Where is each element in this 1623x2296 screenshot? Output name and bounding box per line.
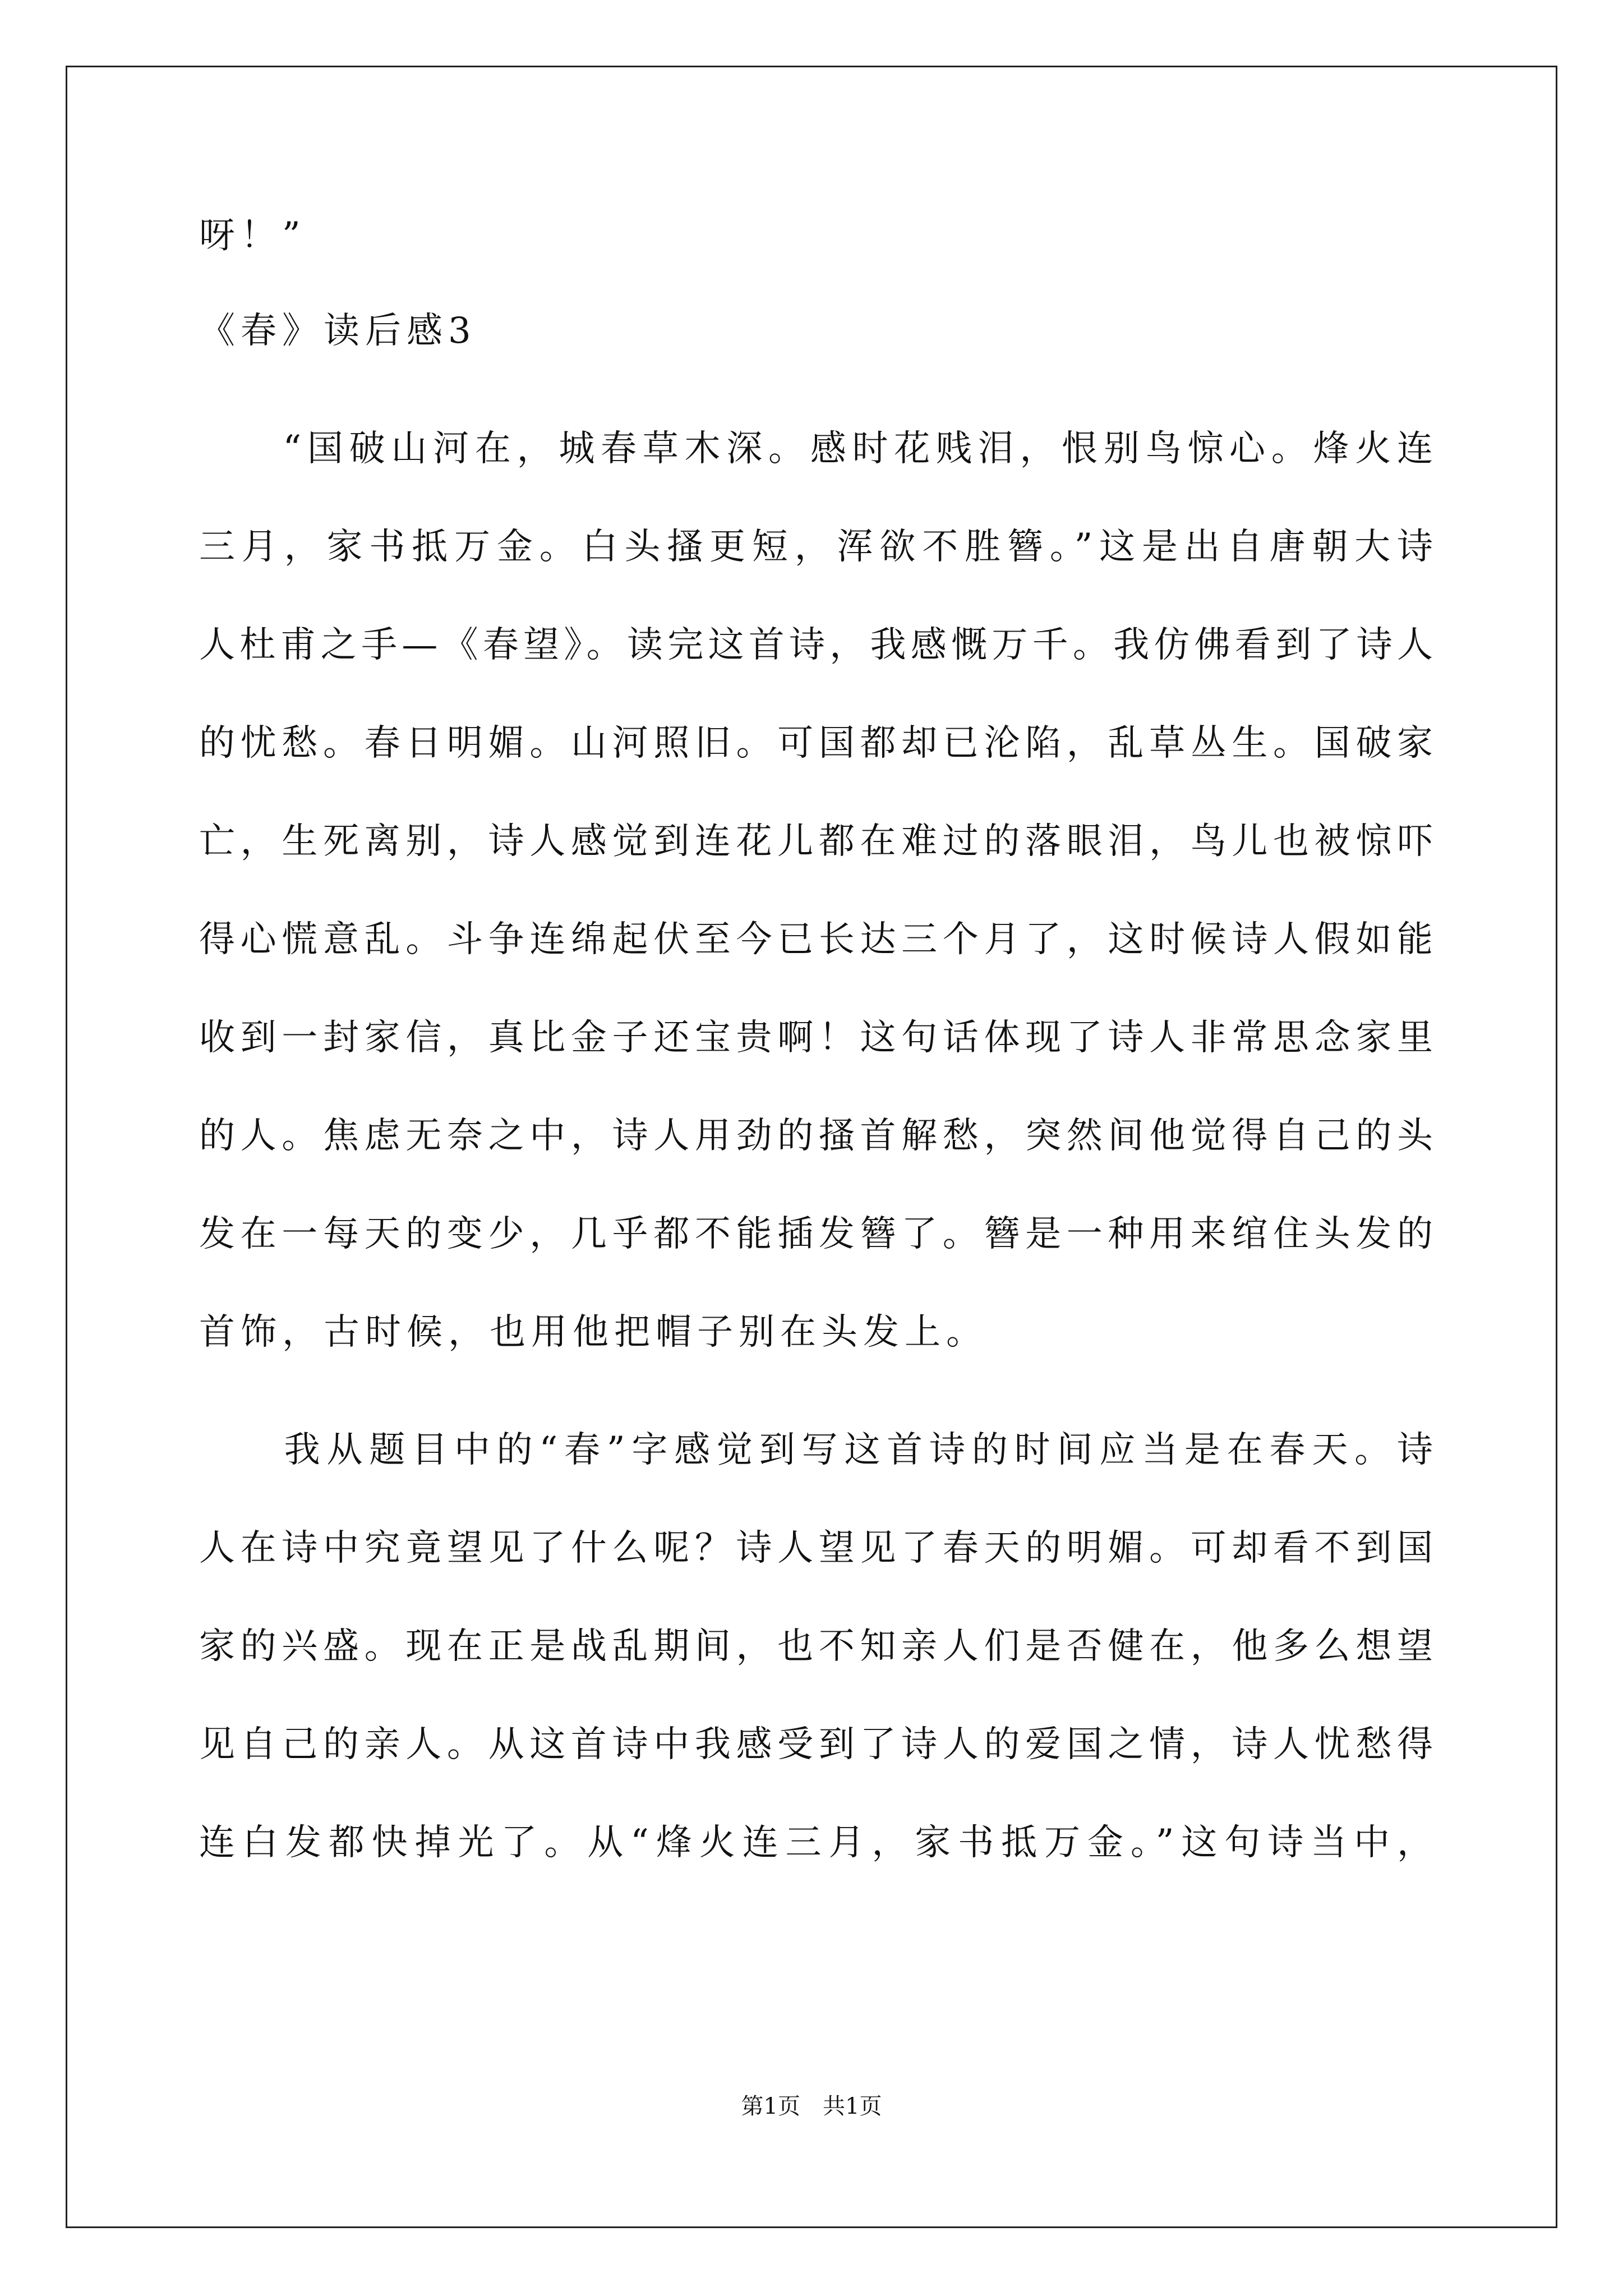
text-line: 见自己的亲人。从这首诗中我感受到了诗人的爱国之情，诗人忧愁得	[199, 1724, 1433, 1765]
text-line: 家的兴盛。现在正是战乱期间，也不知亲人们是否健在，他多么想望	[199, 1626, 1433, 1667]
text-line: 我从题目中的“春”字感觉到写这首诗的时间应当是在春天。诗	[199, 1429, 1433, 1471]
text-line: 收到一封家信，真比金子还宝贵啊！这句话体现了诗人非常思念家里	[199, 1017, 1433, 1059]
text-line: 呀！”	[199, 215, 306, 256]
text-line: 的忧愁。春日明媚。山河照旧。可国都却已沦陷，乱草丛生。国破家	[199, 723, 1433, 764]
text-line: 发在一每天的变少，几乎都不能插发簪了。簪是一种用来绾住头发的	[199, 1213, 1433, 1255]
text-line: 首饰，古时候，也用他把帽子别在头发上。	[199, 1312, 988, 1353]
text-line: 得心慌意乱。斗争连绵起伏至今已长达三个月了，这时候诗人假如能	[199, 919, 1433, 960]
text-line: 亡，生死离别，诗人感觉到连花儿都在难过的落眼泪，鸟儿也被惊吓	[199, 821, 1433, 862]
text-line: 连白发都快掉光了。从“烽火连三月，家书抵万金。”这句诗当中，	[199, 1822, 1433, 1864]
page-footer: 第1页 共1页	[741, 2093, 882, 2119]
section-title: 《春》读后感3	[199, 310, 477, 352]
text-line: 人杜甫之手—《春望》。读完这首诗，我感慨万千。我仿佛看到了诗人	[199, 624, 1433, 666]
text-line: “国破山河在，城春草木深。感时花贱泪，恨别鸟惊心。烽火连	[199, 428, 1433, 470]
text-line: 三月，家书抵万金。白头搔更短，浑欲不胜簪。”这是出自唐朝大诗	[199, 526, 1433, 568]
text-line: 的人。焦虑无奈之中，诗人用劲的搔首解愁，突然间他觉得自己的头	[199, 1115, 1433, 1157]
text-line: 人在诗中究竟望见了什么呢？诗人望见了春天的明媚。可却看不到国	[199, 1527, 1433, 1569]
